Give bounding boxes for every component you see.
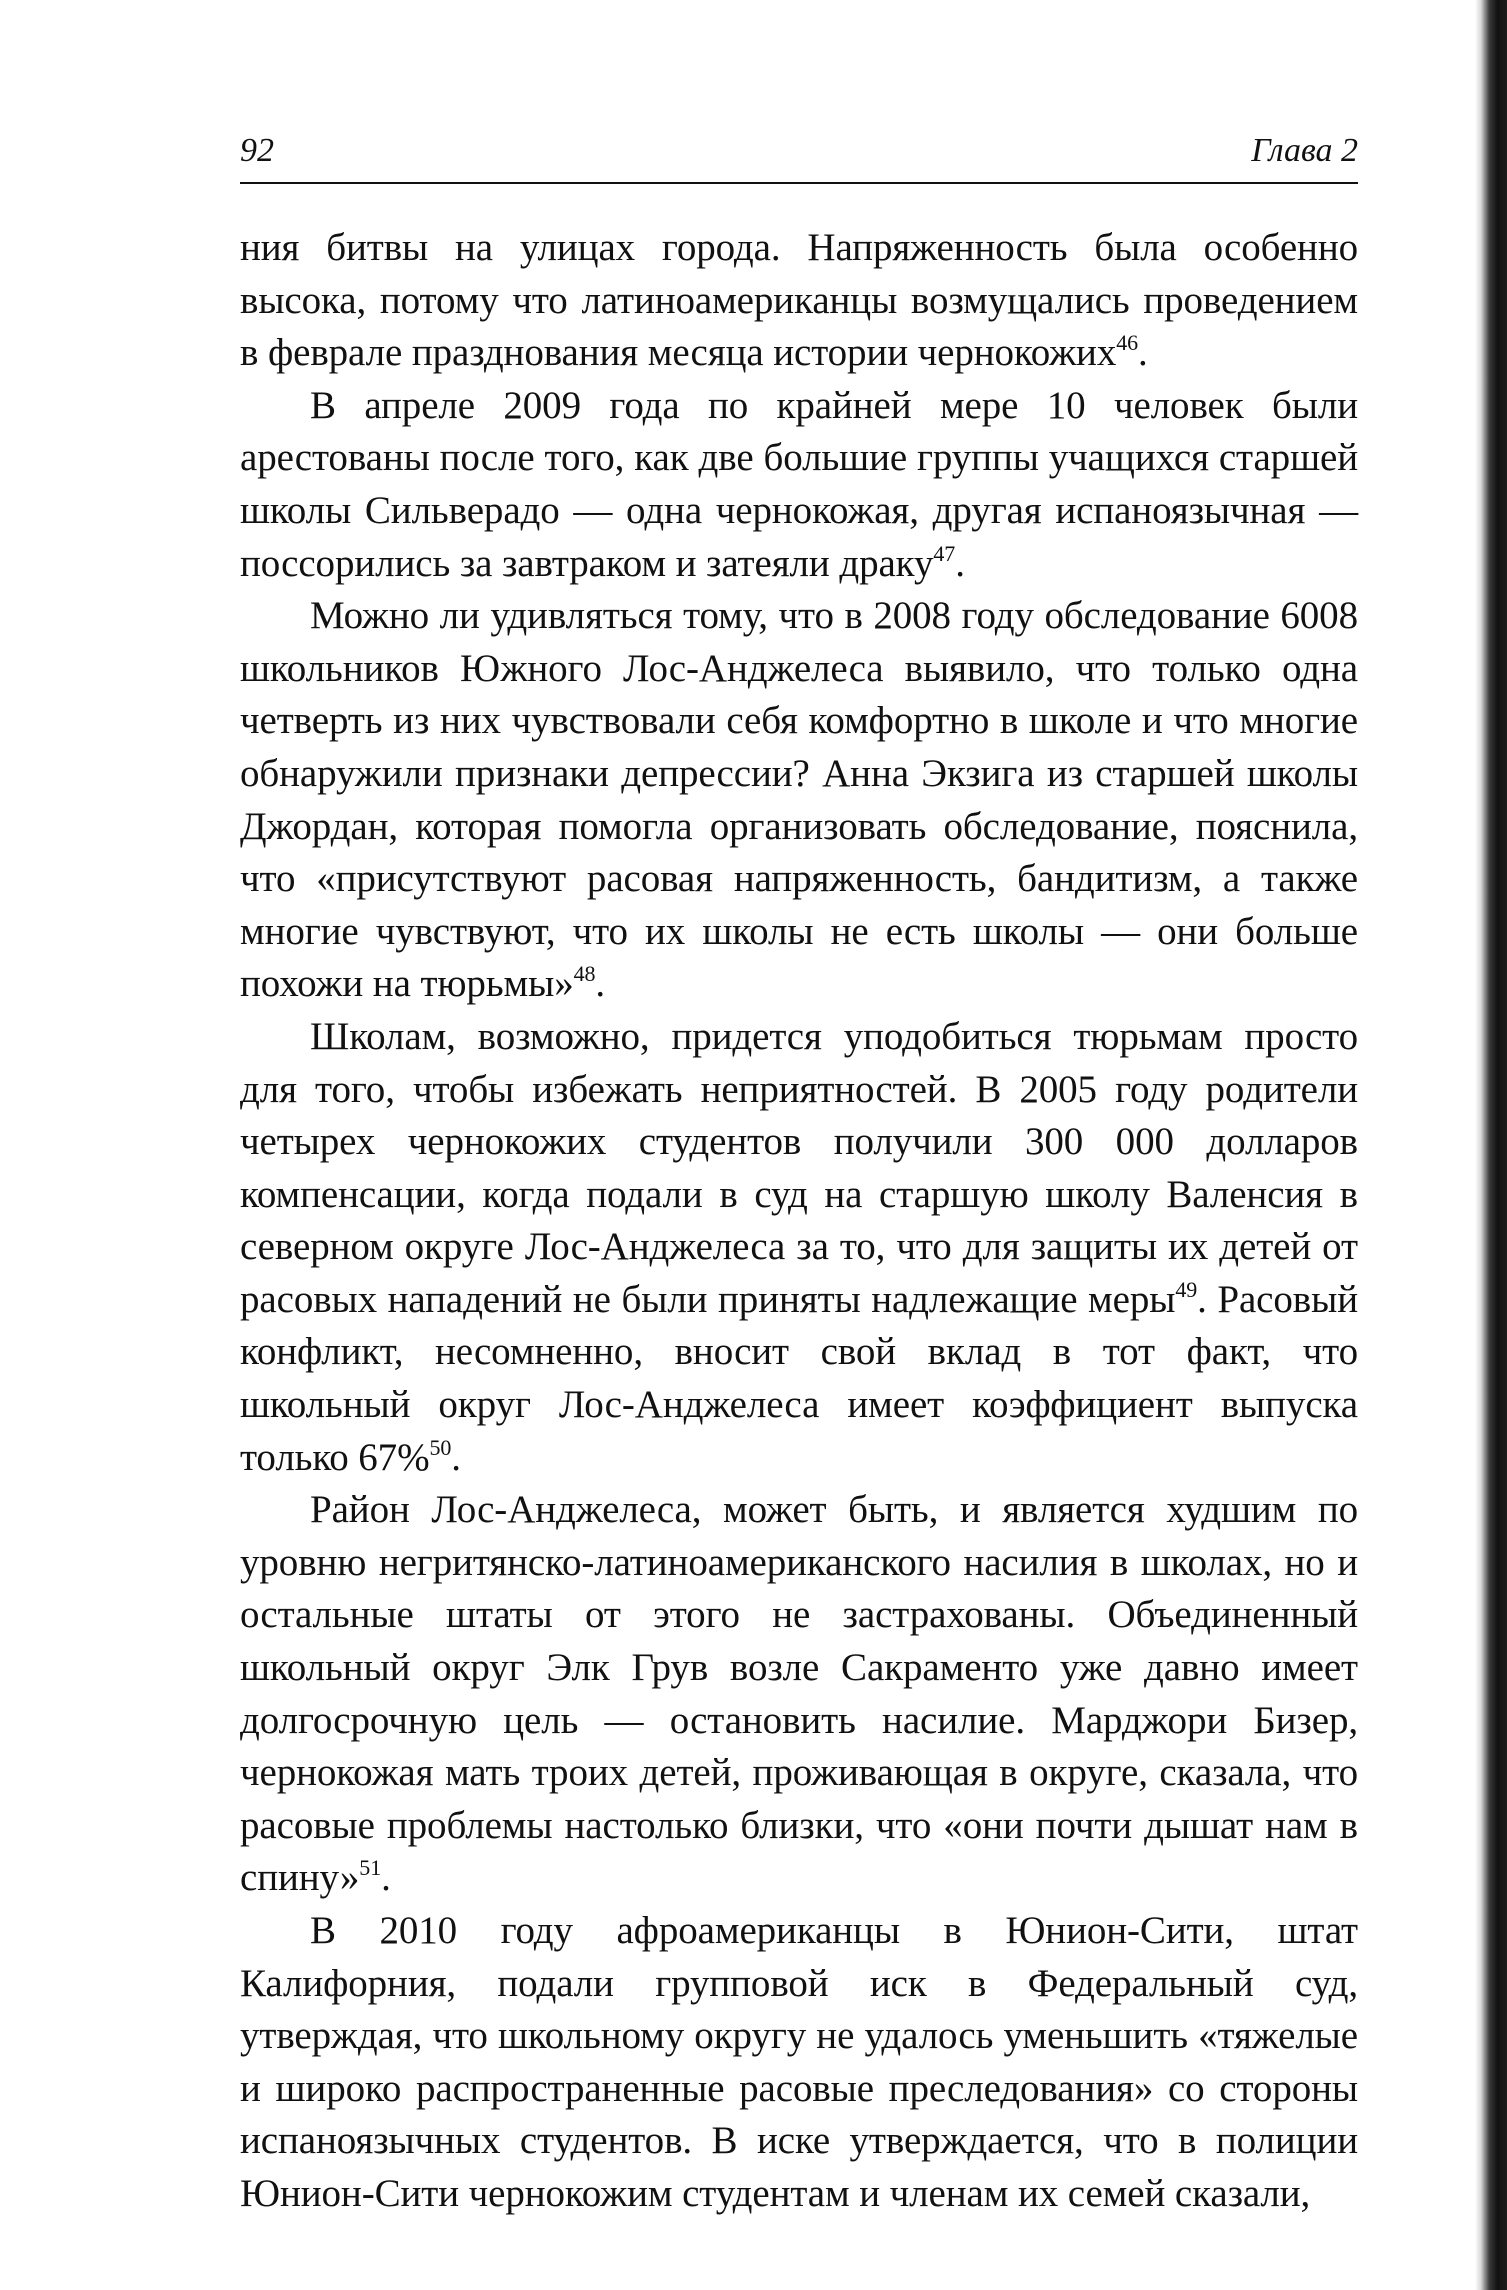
paragraph-3-tail: . — [595, 962, 606, 1006]
paragraph-5 — [240, 1484, 1358, 1905]
footnote-ref-46: 46 — [1116, 330, 1139, 356]
scan-dark-edge — [1475, 0, 1507, 2290]
paragraph-4-tail-2: . — [451, 1435, 461, 1479]
footnote-ref-49: 49 — [1175, 1276, 1198, 1302]
running-head: Глава 2 — [1251, 132, 1358, 169]
page-header — [240, 132, 1358, 182]
paragraph-6 — [240, 1905, 1358, 2221]
paragraph-2-text: В апреле 2009 года по крайней мере 10 человек были арестованы после того, как две большие группы учащихся старшей школы Сильверадо — одна чернокожая, другая испаноязычная — поссорились за завтраком и затеяли драку — [240, 383, 1358, 585]
body-text — [240, 222, 1358, 2221]
paragraph-1-text: ния битвы на улицах города. Напряженность была особенно высока, потому что латиноамериканцы возмущались проведением в феврале празднования месяца истории чернокожих — [240, 226, 1358, 375]
page-number: 92 — [240, 132, 274, 169]
paragraph-4-text: Школам, возможно, придется уподобиться тюрьмам просто для того, чтобы избежать неприятностей. В 2005 году родители четырех чернокожих студентов получили 300 000 долларов компенсации, когда подали в суд на старшую школу Валенсия в северном округе Лос-Анджелеса за то, что для защиты их детей от расовых нападений не были приняты надлежащие меры — [240, 1014, 1358, 1321]
paragraph-3 — [240, 590, 1358, 1011]
footnote-ref-47: 47 — [933, 540, 956, 566]
footnote-ref-48: 48 — [573, 961, 596, 987]
paragraph-1 — [240, 222, 1358, 380]
paragraph-4 — [240, 1011, 1358, 1484]
paragraph-5-text: Район Лос-Анджелеса, может быть, и является худшим по уровню негритянско-латиноамериканского насилия в школах, но и остальные штаты от этого не застрахованы. Объединенный школьный округ Элк Грув возле Сакраменто уже давно имеет долгосрочную цель — остановить насилие. Марджори Бизер, чернокожая мать троих детей, проживающая в округе, сказала, что расовые проблемы настолько близки, что «они почти дышат нам в спину» — [240, 1488, 1358, 1900]
paragraph-4-tail: . Расовый конфликт, несомненно, вносит свой вклад в тот факт, что школьный округ Лос-Анджелеса имеет коэффициент выпуска только 67% — [240, 1277, 1358, 1479]
paragraph-6-text: В 2010 году афроамериканцы в Юнион-Сити, штат Калифорния, подали групповой иск в Федеральный суд, утверждая, что школьному округу не удалось уменьшить «тяжелые и широко распространенные расовые преследования» со стороны испаноязычных студентов. В иске утверждается, что в полиции Юнион-Сити чернокожим студентам и членам их семей сказали, — [240, 1909, 1358, 2215]
paragraph-1-tail: . — [1138, 331, 1148, 375]
footnote-ref-50: 50 — [429, 1434, 452, 1460]
footnote-ref-51: 51 — [359, 1855, 382, 1881]
paragraph-5-tail: . — [381, 1856, 391, 1900]
paragraph-3-text: Можно ли удивляться тому, что в 2008 году обследование 6008 школьников Южного Лос-Анджелеса выявило, что только одна четверть из них чувствовали себя комфортно в школе и что многие обнаружили признаки депрессии? Анна Экзига из старшей школы Джордан, которая помогла организовать обследование, пояснила, что «присутствуют расовая напряженность, бандитизм, а также многие чувствуют, что их школы не есть школы — они больше похожи на тюрьмы» — [240, 594, 1358, 1006]
paragraph-2-tail: . — [955, 541, 965, 585]
header-rule — [240, 182, 1358, 184]
paragraph-2 — [240, 380, 1358, 590]
